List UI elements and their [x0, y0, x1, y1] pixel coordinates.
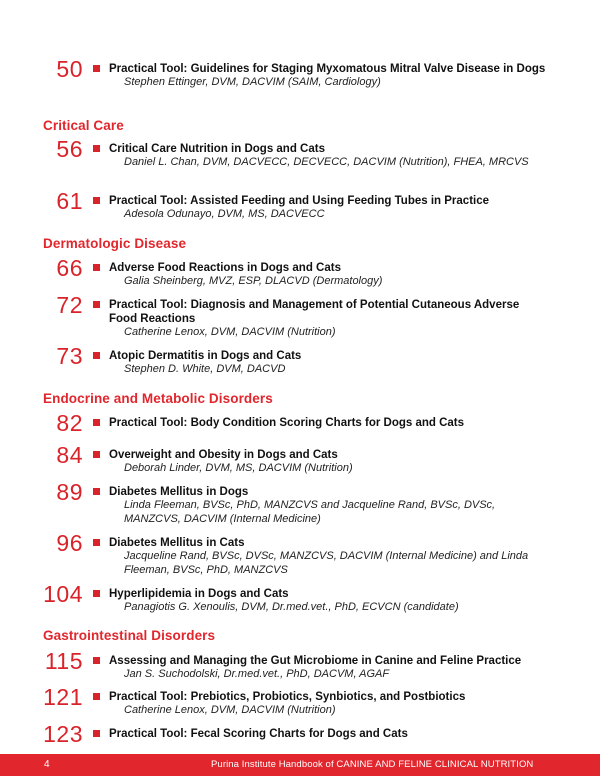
bullet-icon — [93, 145, 100, 152]
entry-author: Deborah Linder, DVM, MS, DACVIM (Nutrition) — [124, 462, 353, 474]
page-number: 115 — [44, 648, 83, 674]
bullet-icon — [93, 197, 100, 204]
entry-author: Stephen D. White, DVM, DACVD — [124, 363, 286, 375]
page-number: 72 — [56, 292, 83, 318]
page-number: 84 — [56, 442, 83, 468]
page-number: 104 — [43, 581, 83, 607]
entry-author: Adesola Odunayo, DVM, MS, DACVECC — [124, 208, 325, 220]
page-number: 50 — [56, 56, 83, 82]
page-number: 82 — [56, 410, 83, 436]
entry-title: Hyperlipidemia in Dogs and Cats Panagiotis G. Xenoulis, DVM, Dr.med.vet., PhD, ECVCN (candidate) — [109, 587, 559, 615]
entry-author: Stephen Ettinger, DVM, DACVIM (SAIM, Cardiology) — [124, 76, 381, 88]
page-number: 73 — [56, 343, 83, 369]
entry-title: Practical Tool: Assisted Feeding and Using Feeding Tubes in Practice Adesola Odunayo, DVM, MS, DACVECC — [109, 194, 559, 222]
bullet-icon — [93, 590, 100, 597]
bullet-icon — [93, 730, 100, 737]
bullet-icon — [93, 539, 100, 546]
footer-title: Purina Institute Handbook of CANINE AND FELINE CLINICAL NUTRITION — [211, 759, 534, 770]
page-number: 121 — [43, 684, 83, 710]
entry-author: Linda Fleeman, BVSc, PhD, MANZCVS and Jacqueline Rand, BVSc, DVSc, MANZCVS, DACVIM (Internal Medicine) — [124, 499, 496, 525]
bullet-icon — [93, 451, 100, 458]
page-number: 123 — [43, 721, 83, 747]
entry-title: Diabetes Mellitus in Cats Jacqueline Rand, BVSc, DVSc, MANZCVS, DACVIM (Internal Medicine) and Linda Fleeman, BVSc, PhD, MANZCVS — [109, 536, 559, 577]
page-number: 56 — [56, 136, 83, 162]
entry-author: Catherine Lenox, DVM, DACVIM (Nutrition) — [124, 326, 336, 338]
bullet-icon — [93, 352, 100, 359]
section-critical-care: Critical Care — [43, 118, 124, 133]
entry-author: Daniel L. Chan, DVM, DACVECC, DECVECC, DACVIM (Nutrition), FHEA, MRCVS — [124, 156, 529, 168]
entry-author: Galia Sheinberg, MVZ, ESP, DLACVD (Dermatology) — [124, 275, 383, 287]
entry-title: Practical Tool: Body Condition Scoring Charts for Dogs and Cats — [109, 417, 465, 429]
section-endocrine: Endocrine and Metabolic Disorders — [43, 391, 273, 406]
page-footer — [0, 754, 600, 776]
entry-title: Overweight and Obesity in Dogs and Cats Deborah Linder, DVM, MS, DACVIM (Nutrition) — [109, 448, 559, 476]
entry-title: Practical Tool: Prebiotics, Probiotics, Synbiotics, and Postbiotics Catherine Lenox, DVM, DACVIM (Nutrition) — [109, 690, 559, 718]
bullet-icon — [93, 488, 100, 495]
entry-title: Practical Tool: Guidelines for Staging Myxomatous Mitral Valve Disease in Dogs Stephen Ettinger, DVM, DACVIM (SAIM, Cardiology) — [109, 62, 559, 90]
bullet-icon — [93, 65, 100, 72]
entry-title: Critical Care Nutrition in Dogs and Cats Daniel L. Chan, DVM, DACVECC, DECVECC, DACVIM (Nutrition), FHEA, MRCVS — [109, 142, 559, 170]
bullet-icon — [93, 419, 100, 426]
page-number: 96 — [56, 530, 83, 556]
entry-author: Panagiotis G. Xenoulis, DVM, Dr.med.vet., PhD, ECVCN (candidate) — [124, 601, 459, 613]
page-number: 89 — [56, 479, 83, 505]
entry-author: Jacqueline Rand, BVSc, DVSc, MANZCVS, DACVIM (Internal Medicine) and Linda Fleeman, BVSc, PhD, MANZCVS — [124, 550, 529, 576]
entry-title: Diabetes Mellitus in Dogs Linda Fleeman, BVSc, PhD, MANZCVS and Jacqueline Rand, BVSc, DVSc, MANZCVS, DACVIM (Internal Medicine) — [109, 485, 559, 526]
page-number: 61 — [56, 188, 83, 214]
entry-title: Practical Tool: Diagnosis and Management of Potential Cutaneous Adverse Food Reactions Catherine Lenox, DVM, DACVIM (Nutrition) — [109, 298, 559, 340]
entry-title: Atopic Dermatitis in Dogs and Cats Stephen D. White, DVM, DACVD — [109, 349, 559, 377]
entry-title: Practical Tool: Fecal Scoring Charts for Dogs and Cats — [109, 728, 408, 740]
entry-author: Catherine Lenox, DVM, DACVIM (Nutrition) — [124, 704, 336, 716]
entry-title: Adverse Food Reactions in Dogs and Cats Galia Sheinberg, MVZ, ESP, DLACVD (Dermatology) — [109, 261, 559, 289]
footer-page-number: 4 — [44, 759, 50, 770]
section-gastrointestinal: Gastrointestinal Disorders — [43, 628, 216, 643]
page-number: 66 — [56, 255, 83, 281]
bullet-icon — [93, 657, 100, 664]
section-dermatologic: Dermatologic Disease — [43, 236, 187, 251]
bullet-icon — [93, 301, 100, 308]
entry-title: Assessing and Managing the Gut Microbiome in Canine and Feline Practice Jan S. Suchodolski, Dr.med.vet., PhD, DACVM, AGAF — [109, 654, 559, 682]
entry-author: Jan S. Suchodolski, Dr.med.vet., PhD, DACVM, AGAF — [124, 668, 390, 680]
bullet-icon — [93, 264, 100, 271]
bullet-icon — [93, 693, 100, 700]
